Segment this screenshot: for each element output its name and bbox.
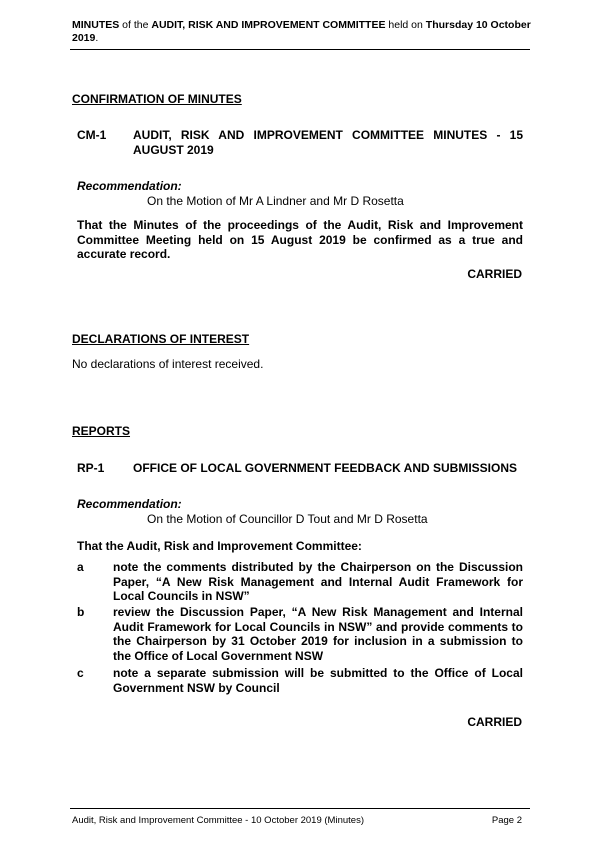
- footer-rule: [70, 808, 530, 809]
- footer-title: Audit, Risk and Improvement Committee - 10 October 2019 (Minutes): [72, 815, 364, 826]
- item-title-rp1: OFFICE OF LOCAL GOVERNMENT FEEDBACK AND SUBMISSIONS: [133, 461, 518, 475]
- declarations-text: No declarations of interest received.: [72, 357, 264, 371]
- list-item: note a separate submission will be submitted to the Office of Local Government NSW by Council: [113, 666, 523, 695]
- item-code-cm1: CM-1: [77, 128, 107, 142]
- header-rule: [70, 49, 530, 50]
- declarations-heading: DECLARATIONS OF INTEREST: [72, 332, 250, 346]
- motion-text: On the Motion of Councillor D Tout and Mr D Rosetta: [147, 512, 428, 526]
- list-item-letter: a: [77, 560, 84, 574]
- resolution-text: That the Minutes of the proceedings of the Audit, Risk and Improvement Committee Meeting held on 15 August 2019 be confirmed as a true and accurate record.: [77, 218, 523, 261]
- motion-text: On the Motion of Mr A Lindner and Mr D Rosetta: [147, 194, 404, 208]
- item-title-cm1: AUDIT, RISK AND IMPROVEMENT COMMITTEE MINUTES - 15 AUGUST 2019: [133, 128, 523, 157]
- list-item-letter: c: [77, 666, 84, 680]
- item-code-rp1: RP-1: [77, 461, 105, 475]
- recommendation-label: Recommendation:: [77, 179, 182, 193]
- carried-status: CARRIED: [467, 267, 522, 281]
- carried-status: CARRIED: [467, 715, 522, 729]
- list-item: note the comments distributed by the Chairperson on the Discussion Paper, “A New Risk Management and Internal Audit Framework for Local Councils in NSW”: [113, 560, 523, 603]
- confirmation-heading: CONFIRMATION OF MINUTES: [72, 92, 242, 106]
- reports-heading: REPORTS: [72, 424, 131, 438]
- list-item-letter: b: [77, 605, 85, 619]
- page-number: Page 2: [491, 815, 522, 826]
- list-item: review the Discussion Paper, “A New Risk Management and Internal Audit Framework for Local Councils in NSW” and provide comments to the Chairperson by 31 October 2019 for inclusion in a submission to the Office of Local Government NSW: [113, 605, 523, 663]
- resolution-intro: That the Audit, Risk and Improvement Committee:: [77, 539, 362, 553]
- recommendation-label: Recommendation:: [77, 497, 182, 511]
- page-header: MINUTES of the AUDIT, RISK AND IMPROVEMENT COMMITTEE held on Thursday 10 October 2019.: [72, 19, 531, 44]
